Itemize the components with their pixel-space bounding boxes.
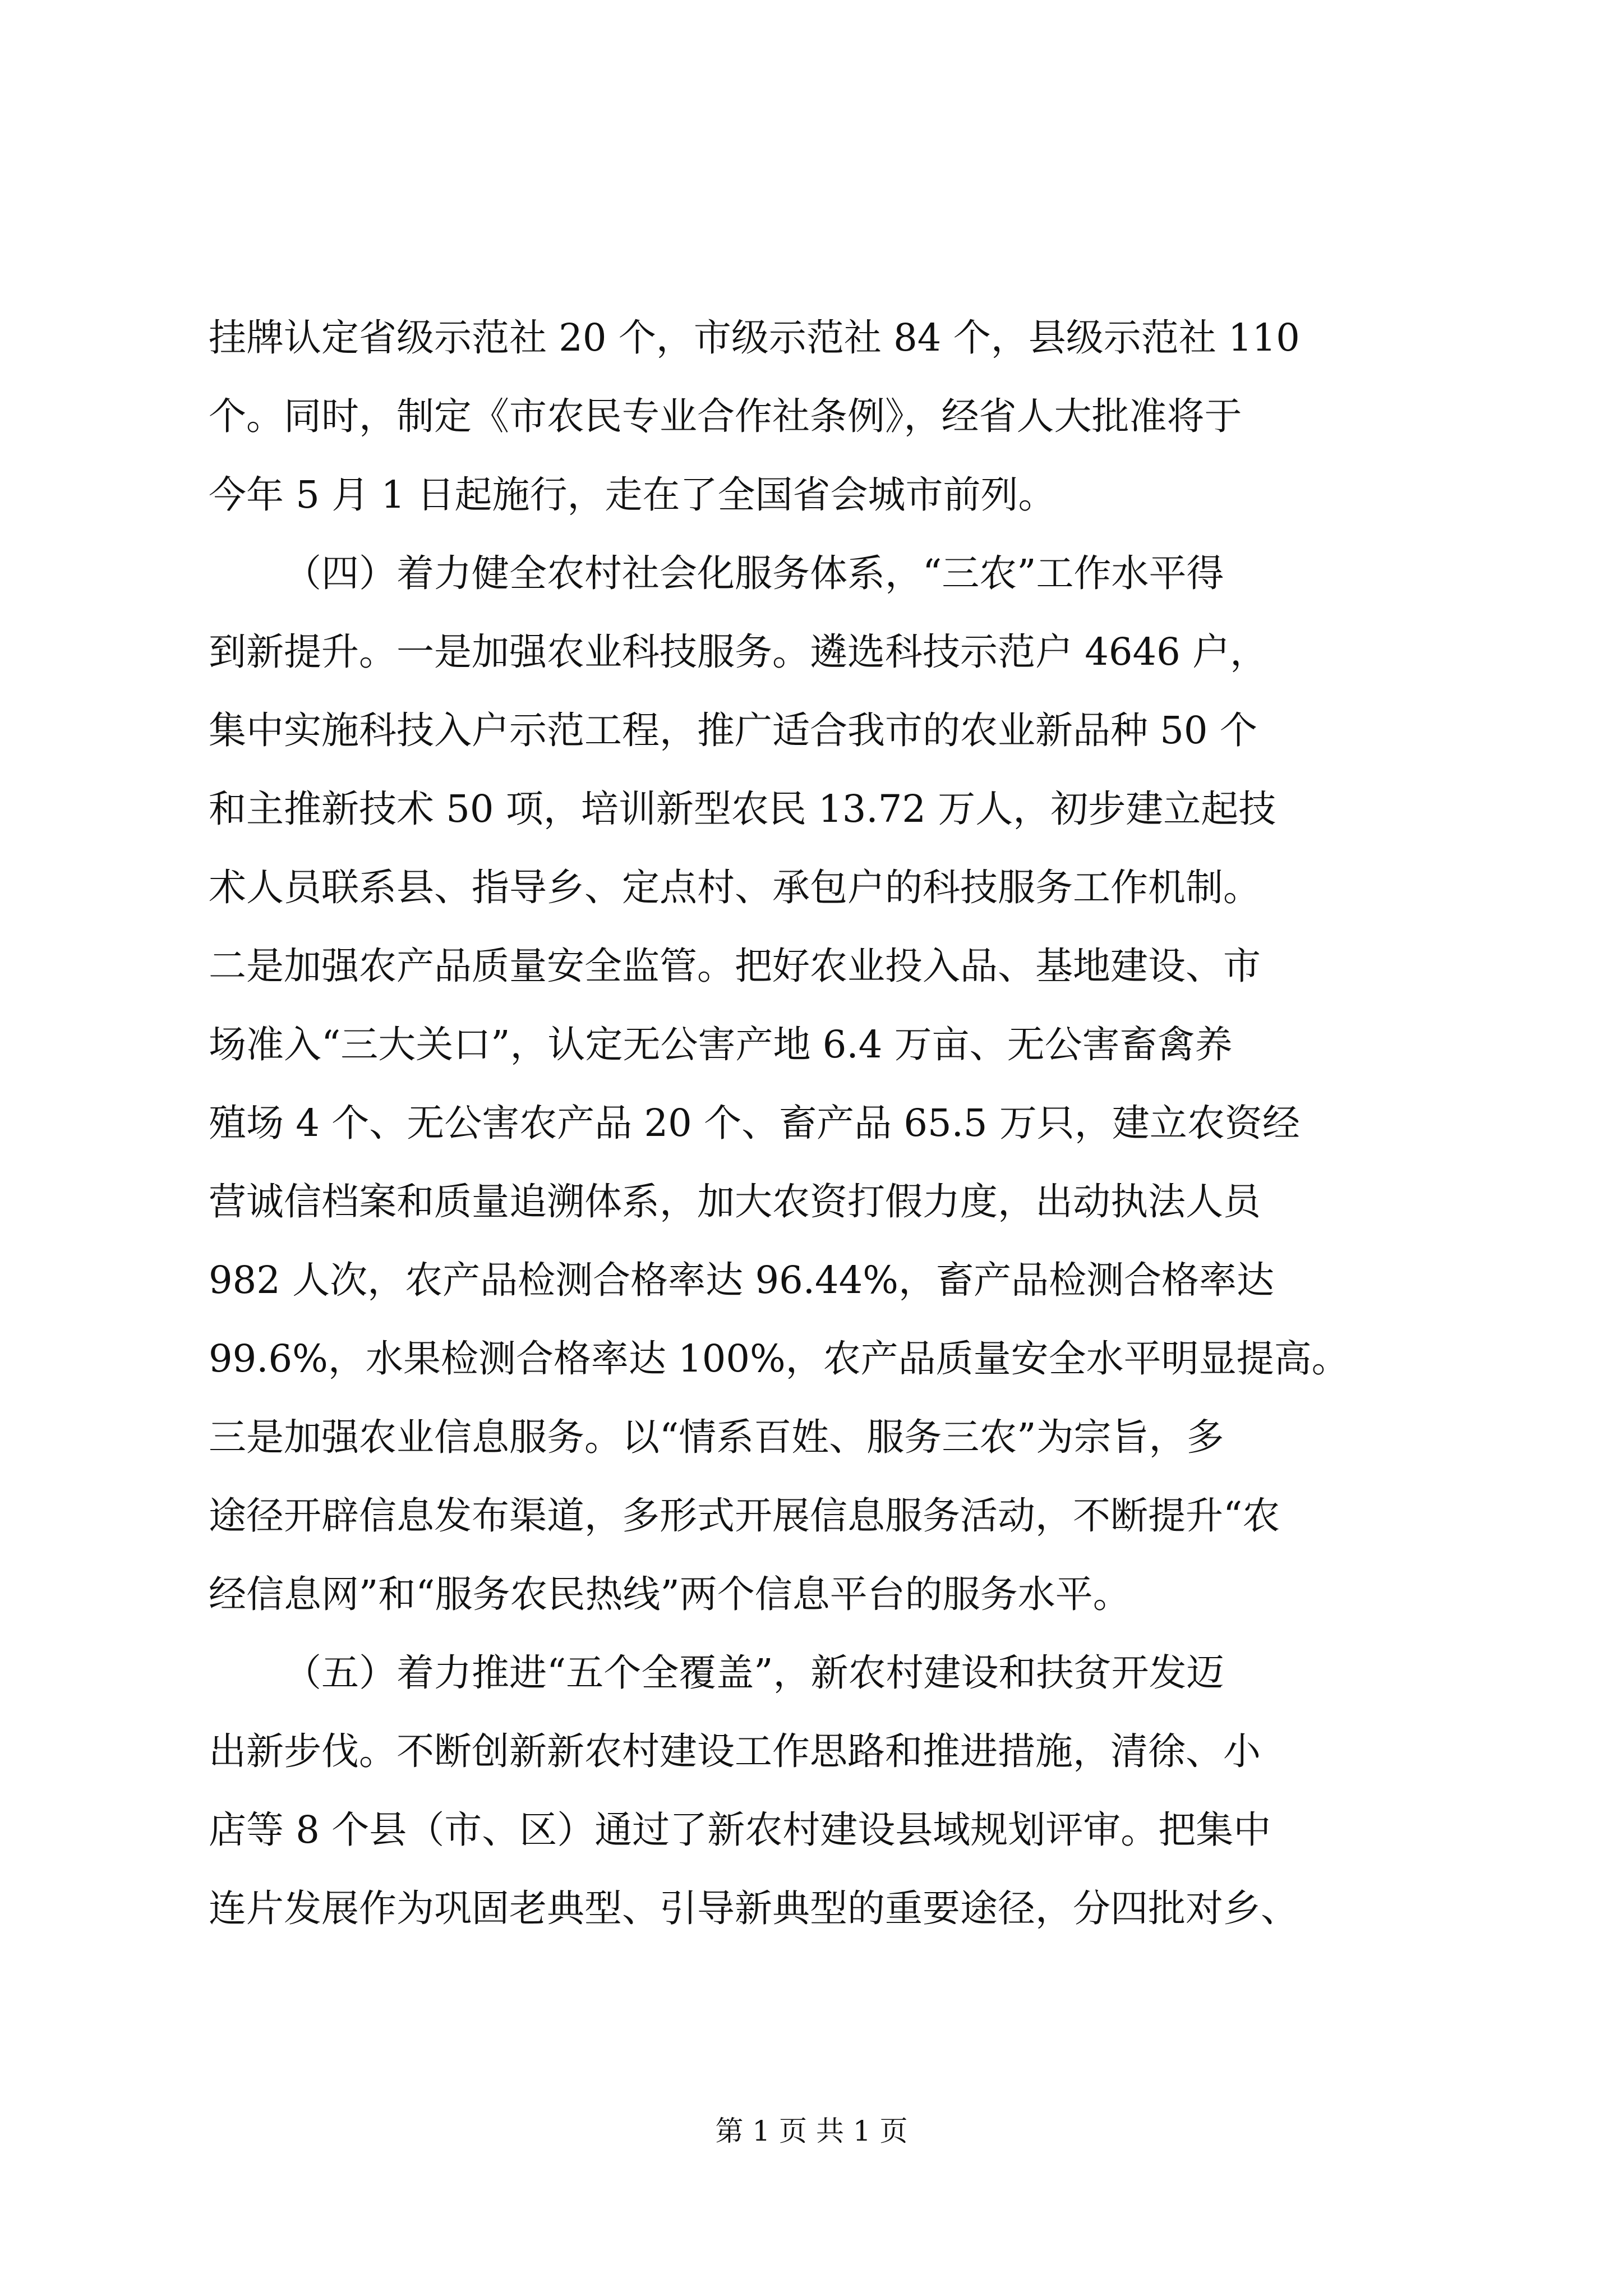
text-line-9: 二是加强农产品质量安全监管。把好农业投入品、基地建设、市 — [209, 944, 1261, 988]
text-line-16: 途径开辟信息发布渠道，多形式开展信息服务活动，不断提升“农 — [209, 1494, 1280, 1538]
text-line-4: （四）着力健全农村社会化服务体系，“三农”工作水平得 — [284, 551, 1224, 595]
text-line-5: 到新提升。一是加强农业科技服务。遴选科技示范户 4646 户， — [209, 630, 1268, 674]
text-line-8: 术人员联系县、指导乡、定点村、承包户的科技服务工作机制。 — [209, 866, 1261, 909]
text-line-14: 99.6%，水果检测合格率达 100%，农产品质量安全水平明显提高。 — [209, 1337, 1349, 1381]
text-line-18: （五）着力推进“五个全覆盖”，新农村建设和扶贫开发迈 — [284, 1651, 1224, 1695]
text-line-2: 个。同时，制定《市农民专业合作社条例》，经省人大批准将于 — [209, 394, 1242, 438]
page-number-label: 第 1 页 共 1 页 — [715, 2115, 908, 2147]
text-line-17: 经信息网”和“服务农民热线”两个信息平台的服务水平。 — [209, 1572, 1131, 1616]
text-line-15: 三是加强农业信息服务。以“情系百姓、服务三农”为宗旨，多 — [209, 1415, 1224, 1459]
text-line-7: 和主推新技术 50 项，培训新型农民 13.72 万人，初步建立起技 — [209, 787, 1276, 831]
text-line-20: 店等 8 个县（市、区）通过了新农村建设县域规划评审。把集中 — [209, 1808, 1271, 1852]
page-footer — [0, 2111, 1623, 2151]
text-line-6: 集中实施科技入户示范工程，推广适合我市的农业新品种 50 个 — [209, 708, 1257, 752]
text-line-19: 出新步伐。不断创新新农村建设工作思路和推进措施，清徐、小 — [209, 1729, 1261, 1773]
text-line-3: 今年 5 月 1 日起施行，走在了全国省会城市前列。 — [209, 473, 1056, 517]
text-line-11: 殖场 4 个、无公害农产品 20 个、畜产品 65.5 万只，建立农资经 — [209, 1101, 1300, 1145]
text-line-12: 营诚信档案和质量追溯体系，加大农资打假力度，出动执法人员 — [209, 1180, 1261, 1223]
text-line-21: 连片发展作为巩固老典型、引导新典型的重要途径，分四批对乡、 — [209, 1887, 1298, 1930]
text-line-13: 982 人次，农产品检测合格率达 96.44%，畜产品检测合格率达 — [209, 1258, 1274, 1302]
text-line-1: 挂牌认定省级示范社 20 个，市级示范社 84 个，县级示范社 110 — [209, 316, 1300, 360]
text-line-10: 场准入“三大关口”，认定无公害产地 6.4 万亩、无公害畜禽养 — [209, 1023, 1233, 1066]
document-body — [209, 298, 1420, 1948]
